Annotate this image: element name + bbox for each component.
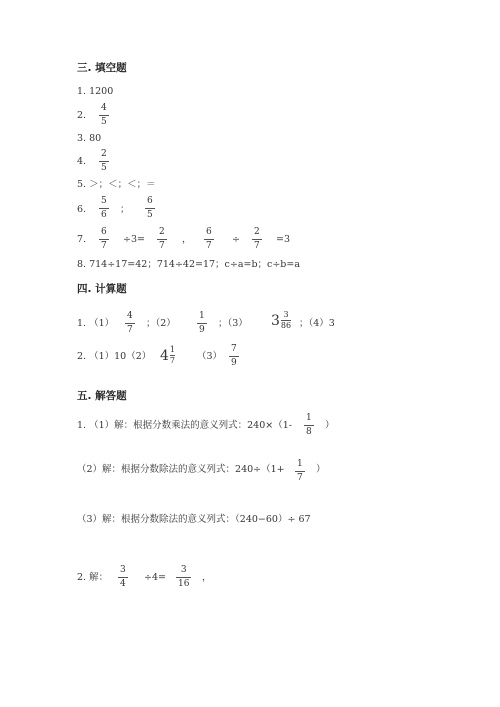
answer-3-6-fraction-1 (99, 197, 109, 220)
numerator: 2 (159, 227, 165, 237)
answer-5-1-part-1-text: 1. （1）解：根据分数乘法的意义列式：240×（1- (77, 420, 292, 431)
answer-3-5: 5. ＞；＜；＜；＝ (77, 179, 156, 190)
answer-5-2-fraction-2 (176, 566, 191, 589)
answer-3-6-fraction-2 (145, 197, 155, 220)
numerator: 6 (101, 227, 107, 237)
answer-5-1-part-2-close: ） (316, 464, 326, 475)
denominator: 7 (159, 241, 165, 251)
answer-3-7-fraction-3 (204, 228, 214, 251)
section-4-title: 四. 计算题 (77, 283, 127, 295)
answer-3-4-label: 4. (77, 156, 87, 167)
answer-3-7-label: 7. (77, 234, 87, 245)
whole-part: 3 (271, 312, 280, 329)
answer-4-1-label: 1. （1） (77, 318, 115, 329)
answer-4-2-part-3-label: （3） (197, 351, 223, 362)
answer-5-1-part-1-close: ） (325, 420, 335, 431)
numerator: 2 (101, 149, 107, 159)
answer-5-1-part-1-fraction (304, 414, 314, 437)
denominator: 7 (297, 473, 303, 483)
answer-3-7-comma: ， (182, 234, 192, 245)
numerator: 3 (283, 310, 289, 319)
answer-3-2-fraction (99, 104, 109, 127)
numerator: 3 (120, 565, 126, 575)
answer-3-4-fraction (99, 150, 109, 173)
numerator: 1 (297, 459, 303, 469)
fraction-part (281, 311, 291, 330)
answer-3-7-fraction-1 (99, 228, 109, 251)
denominator: 5 (101, 117, 107, 127)
numerator: 6 (206, 227, 212, 237)
fraction-part (170, 346, 175, 365)
denominator: 7 (101, 241, 107, 251)
denominator: 16 (178, 579, 190, 589)
answer-5-1-part-2-text: （2）解：根据分数除法的意义列式：240÷（1+ (77, 464, 285, 475)
denominator: 5 (101, 163, 107, 173)
answer-5-2-fraction-1 (118, 566, 128, 589)
answer-4-1-part-2-label: ；（2） (146, 318, 176, 329)
denominator: 7 (127, 325, 133, 335)
answer-3-6-label: 6. (77, 204, 87, 215)
denominator: 86 (280, 321, 292, 330)
answer-3-7-divide: ÷ (232, 234, 240, 245)
numerator: 6 (147, 196, 153, 206)
whole-part: 4 (160, 347, 169, 364)
numerator: 1 (199, 311, 205, 321)
answer-3-7-fraction-4 (252, 228, 262, 251)
answer-5-2-comma: ， (202, 572, 212, 583)
answer-4-1-fraction-1 (125, 312, 135, 335)
numerator: 3 (180, 565, 187, 575)
numerator: 1 (306, 413, 312, 423)
numerator: 4 (127, 311, 133, 321)
section-3-title: 三. 填空题 (77, 62, 127, 74)
answer-5-1-part-3-text: （3）解：根据分数除法的意义列式：（240−60）÷ 67 (77, 514, 311, 525)
answer-4-1-part-3-label: ；（3） (218, 318, 248, 329)
denominator: 9 (199, 325, 205, 335)
answer-4-2-fraction-3 (229, 345, 239, 368)
answer-4-1-mixed-number-3 (271, 311, 291, 330)
section-5-title: 五. 解答题 (77, 390, 127, 402)
numerator: 5 (101, 196, 107, 206)
answer-5-2-label: 2. 解： (77, 572, 109, 583)
answer-3-1: 1. 1200 (77, 86, 114, 97)
denominator: 6 (101, 210, 107, 220)
answer-3-8: 8. 714÷17=42；714÷42=17；c÷a=b；c÷b=a (77, 259, 301, 270)
numerator: 4 (101, 103, 107, 113)
denominator: 4 (120, 579, 126, 589)
answer-5-1-part-2-fraction (295, 460, 305, 483)
answer-3-7-fraction-2 (157, 228, 167, 251)
denominator: 7 (254, 241, 260, 251)
denominator: 7 (206, 241, 212, 251)
denominator: 7 (169, 356, 176, 365)
answer-4-1-fraction-2 (197, 312, 207, 335)
numerator: 7 (231, 344, 237, 354)
answer-3-6-separator: ； (120, 204, 130, 215)
answer-4-2-label: 2. （1）10（2） (77, 351, 152, 362)
answer-4-1-part-4: ；（4）3 (299, 318, 335, 329)
numerator: 1 (169, 345, 176, 354)
denominator: 5 (147, 210, 153, 220)
answer-5-2-divide-4: ÷4= (144, 572, 166, 583)
answer-3-7-divide-3: ÷3= (123, 234, 145, 245)
answer-3-7-equals-3: =3 (276, 234, 291, 245)
denominator: 9 (231, 358, 237, 368)
answer-4-2-mixed-number-2 (160, 346, 175, 365)
answer-3-2-label: 2. (77, 110, 87, 121)
numerator: 2 (254, 227, 260, 237)
denominator: 8 (306, 427, 312, 437)
answer-3-3: 3. 80 (77, 133, 102, 144)
